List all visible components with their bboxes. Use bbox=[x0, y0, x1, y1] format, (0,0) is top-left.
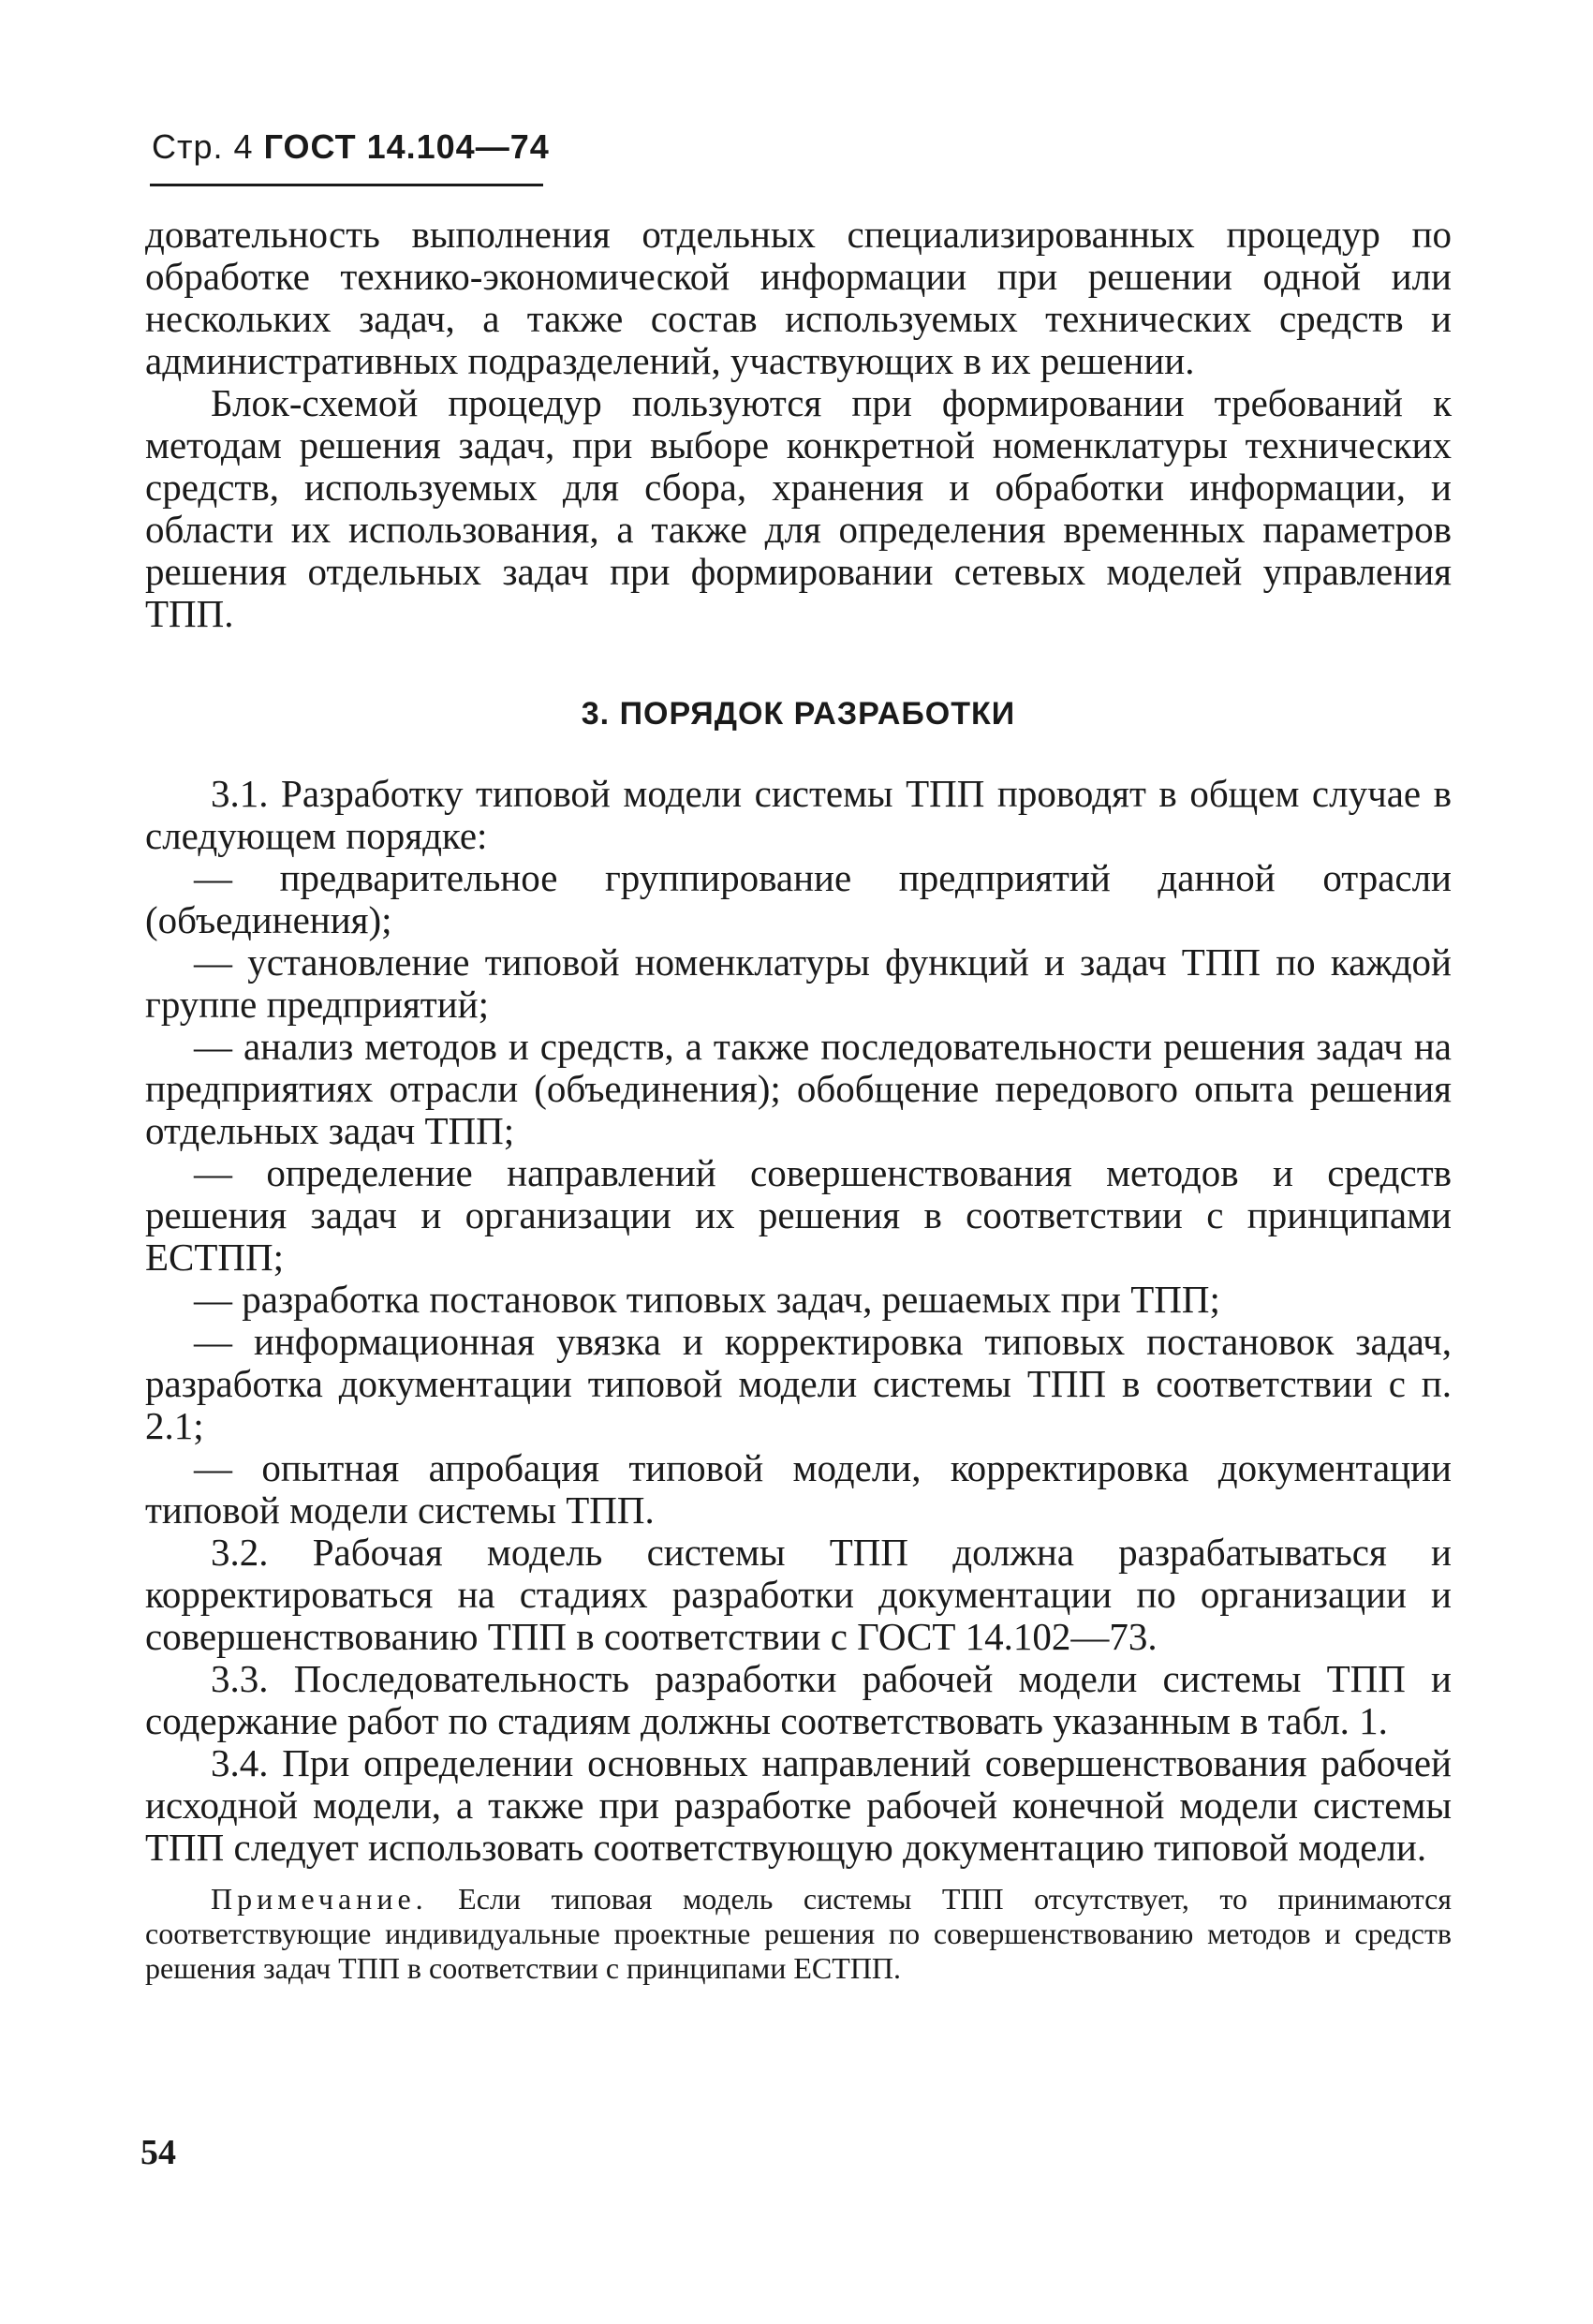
clause-3-4: 3.4. При определении основных направлений совершенствования рабочей исходной модели, а также при разработке рабочей конечной модели системы ТПП следует использовать соответствующую документацию типовой модели. bbox=[145, 1741, 1452, 1869]
list-item: — определение направлений совершенствования методов и средств решения задач и организации их решения в соответствии с принципами ЕСТПП; bbox=[145, 1151, 1452, 1279]
page-number: 54 bbox=[140, 2133, 176, 2172]
page-prefix: Стр. 4 bbox=[152, 127, 254, 166]
standard-designation: ГОСТ 14.104—74 bbox=[263, 127, 550, 166]
header-rule bbox=[150, 184, 543, 186]
list-item: — предварительное группирование предприятий данной отрасли (объединения); bbox=[145, 856, 1452, 941]
list-item: — опытная апробация типовой модели, корректировка документации типовой модели системы ТПП. bbox=[145, 1446, 1452, 1532]
page-body bbox=[145, 214, 1452, 1986]
section-title: 3. ПОРЯДОК РАЗРАБОТКИ bbox=[581, 696, 1016, 732]
clause-3-1: 3.1. Разработку типовой модели системы ТПП проводят в общем случае в следующем порядке: bbox=[145, 772, 1452, 857]
list-item: — установление типовой номенклатуры функций и задач ТПП по каждой группе предприятий; bbox=[145, 940, 1452, 1026]
list-item: — информационная увязка и корректировка типовых постановок задач, разработка документации типовой модели системы ТПП в соответствии с п. 2.1; bbox=[145, 1320, 1452, 1447]
note bbox=[145, 1882, 1452, 1986]
running-header bbox=[152, 127, 550, 167]
clause-3-3: 3.3. Последовательность разработки рабочей модели системы ТПП и содержание работ по стадиям должны соответствовать указанным в табл. 1. bbox=[145, 1657, 1452, 1742]
list-item: — анализ методов и средств, а также последовательности решения задач на предприятиях отрасли (объединения); обобщение передового опыта решения отдельных задач ТПП; bbox=[145, 1025, 1452, 1152]
note-label: Примечание. bbox=[211, 1882, 428, 1916]
clause-3-2: 3.2. Рабочая модель системы ТПП должна разрабатываться и корректироваться на стадиях разработки документации по организации и совершенствованию ТПП в соответствии с ГОСТ 14.102—73. bbox=[145, 1531, 1452, 1658]
list-item: — разработка постановок типовых задач, решаемых при ТПП; bbox=[194, 1278, 1220, 1321]
intro-paragraph-2: Блок-схемой процедур пользуются при формировании требований к методам решения задач, при выборе конкретной номенклатуры технических средств, используемых для сбора, хранения и обработки информации, и области их использования, а также для определения временных параметров решения отдельных задач при формировании сетевых моделей управления ТПП. bbox=[145, 381, 1452, 635]
note-text: Если типовая модель системы ТПП отсутствует, то принимаются соответствующие индивидуальные проектные решения по совершенствованию методов и средств решения задач ТПП в соответствии с принципами ЕСТПП. bbox=[145, 1882, 1452, 1985]
intro-paragraph-1: довательность выполнения отдельных специализированных процедур по обработке технико-экономической информации при решении одной или нескольких задач, а также состав используемых технических средств и административных подразделений, участвующих в их решении. bbox=[145, 213, 1452, 382]
